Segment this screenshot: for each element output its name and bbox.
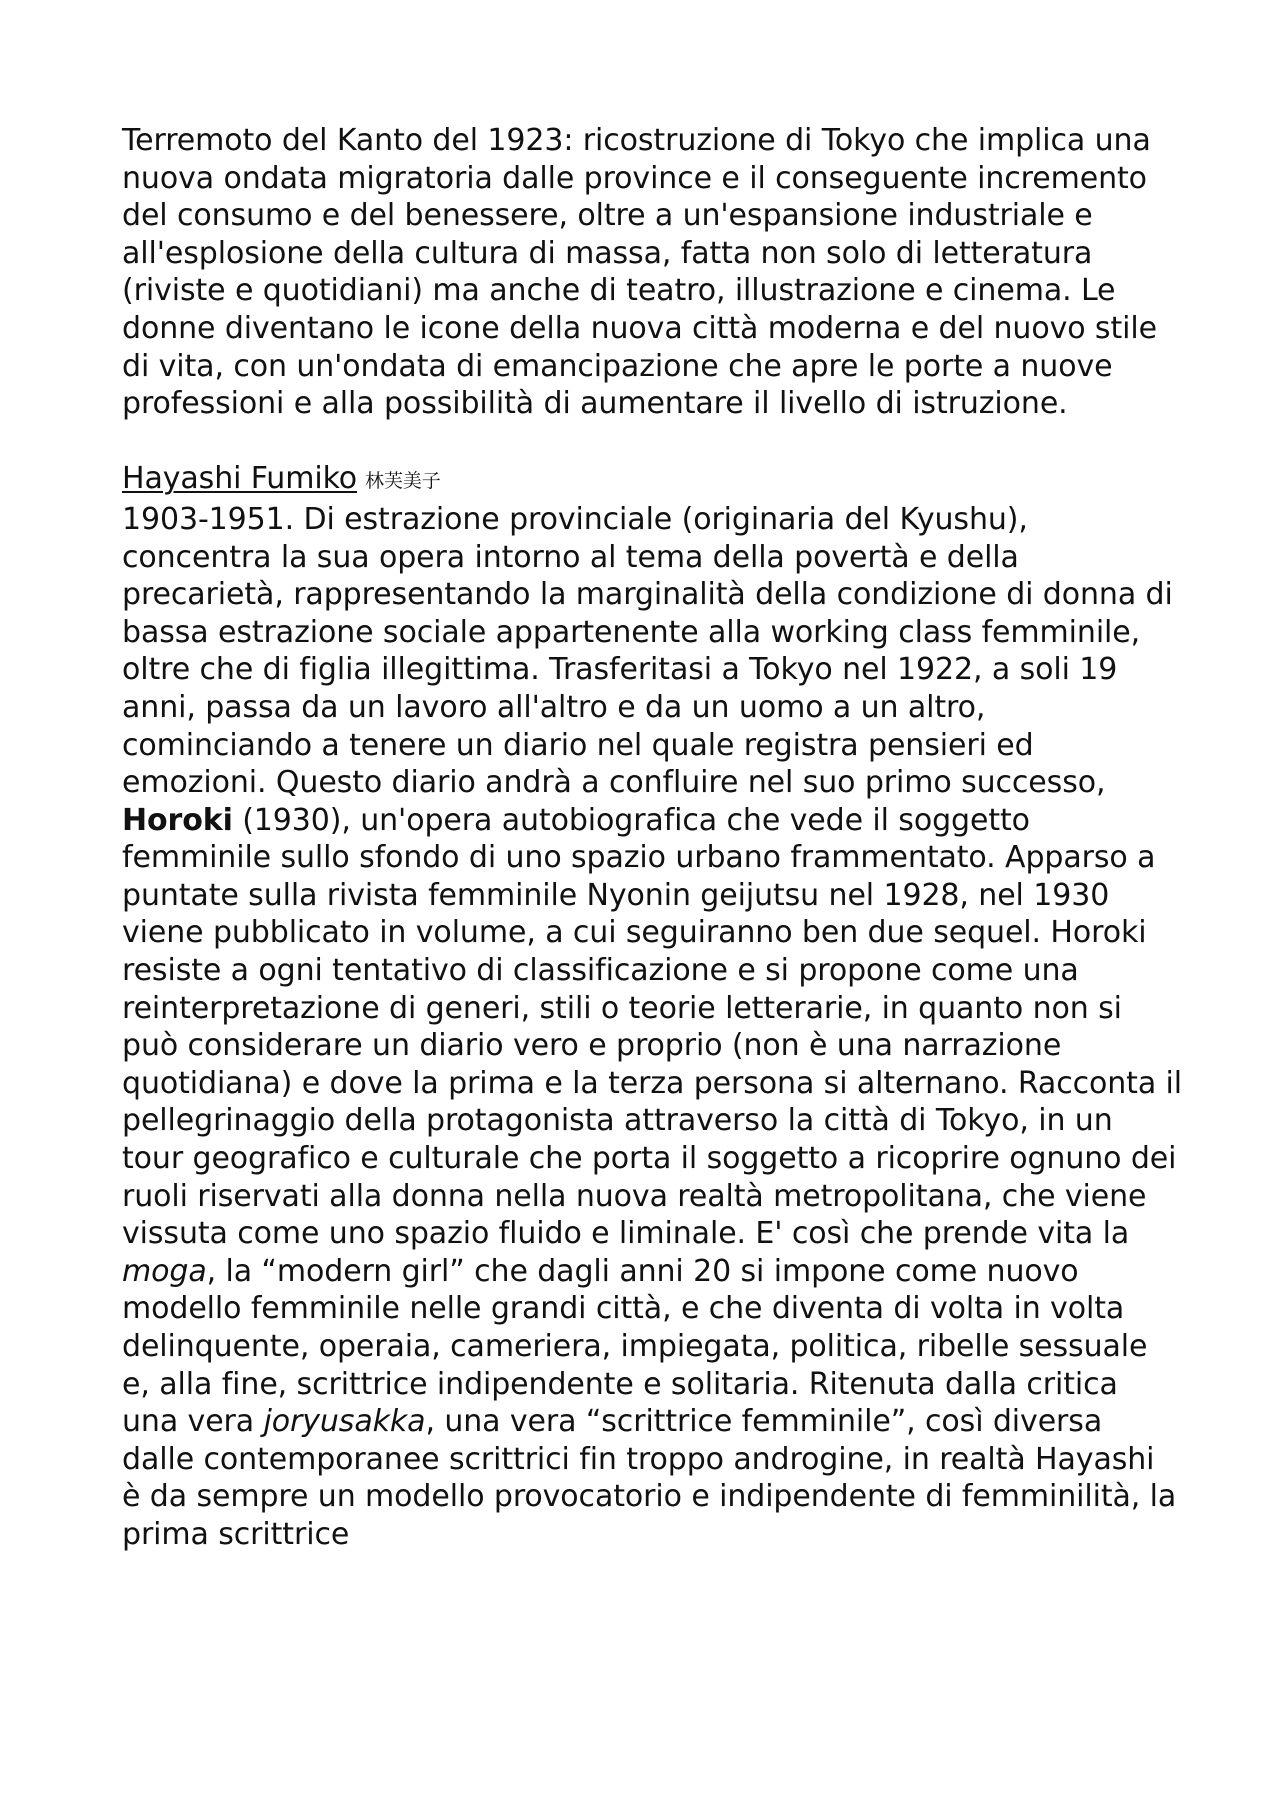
section-heading <box>122 460 1182 501</box>
bio-text-3: , la “modern girl” che dagli anni 20 si impone come nuovo modello femminile nelle grandi città, e che diventa di volta in volta delinquente, operaia, cameriera, impiegata, politica, ribelle sessuale e, alla fine, scrittrice indipendente e solitaria. Ritenuta dalla critica una vera <box>122 1253 1148 1440</box>
biography-paragraph <box>122 501 1182 1554</box>
term-joryusakka: joryusakka <box>263 1404 426 1440</box>
intro-paragraph: Terremoto del Kanto del 1923: ricostruzione di Tokyo che implica una nuova ondata migratoria dalle province e il conseguente incremento del consumo e del benessere, oltre a un'espansione industriale e all'esplosione della cultura di massa, fatta non solo di letteratura (riviste e quotidiani) ma anche di teatro, illustrazione e cinema. Le donne diventano le icone della nuova città moderna e del nuovo stile di vita, con un'ondata di emancipazione che apre le porte a nuove professioni e alla possibilità di aumentare il livello di istruzione. <box>122 123 1157 422</box>
author-name-kanji: 林芙美子 <box>365 470 441 493</box>
bio-text-4: , una vera “scrittrice femminile”, così diversa dalle contemporanee scrittrici fin troppo androgine, in realtà Hayashi è da sempre un modello provocatorio e indipendente di femminilità, la prima scrittrice <box>122 1404 1177 1552</box>
term-moga: moga <box>122 1253 207 1289</box>
bio-text-2: (1930), un'opera autobiografica che vede il soggetto femminile sullo sfondo di uno spazio urbano frammentato. Apparso a puntate sulla rivista femminile Nyonin geijutsu nel 1928, nel 1930 viene pubblicato in volume, a cui seguiranno ben due sequel. Horoki resiste a ogni tentativo di classificazione e si propone come una reinterpretazione di generi, stili o teorie letterarie, in quanto non si può considerare un diario vero e proprio (non è una narrazione quotidiana) e dove la prima e la terza persona si alternano. Racconta il pellegrinaggio della protagonista attraverso la città di Tokyo, in un tour geografico e culturale che porta il soggetto a ricoprire ognuno dei ruoli riservati alla donna nella nuova realtà metropolitana, che viene vissuta come uno spazio fluido e liminale. E' così che prende vita la <box>122 802 1183 1252</box>
author-name: Hayashi Fumiko <box>122 461 358 497</box>
bio-text-1: 1903-1951. Di estrazione provinciale (originaria del Kyushu), concentra la sua opera intorno al tema della povertà e della precarietà, rappresentando la marginalità della condizione di donna di bassa estrazione sociale appartenente alla working class femminile, oltre che di figlia illegittima. Trasferitasi a Tokyo nel 1922, a soli 19 anni, passa da un lavoro all'altro e da un uomo a un altro, cominciando a tenere un diario nel quale registra pensieri ed emozioni. Questo diario andrà a confluire nel suo primo successo, <box>122 501 1173 801</box>
document-page <box>122 122 1182 1554</box>
work-title-horoki: Horoki <box>122 802 233 838</box>
